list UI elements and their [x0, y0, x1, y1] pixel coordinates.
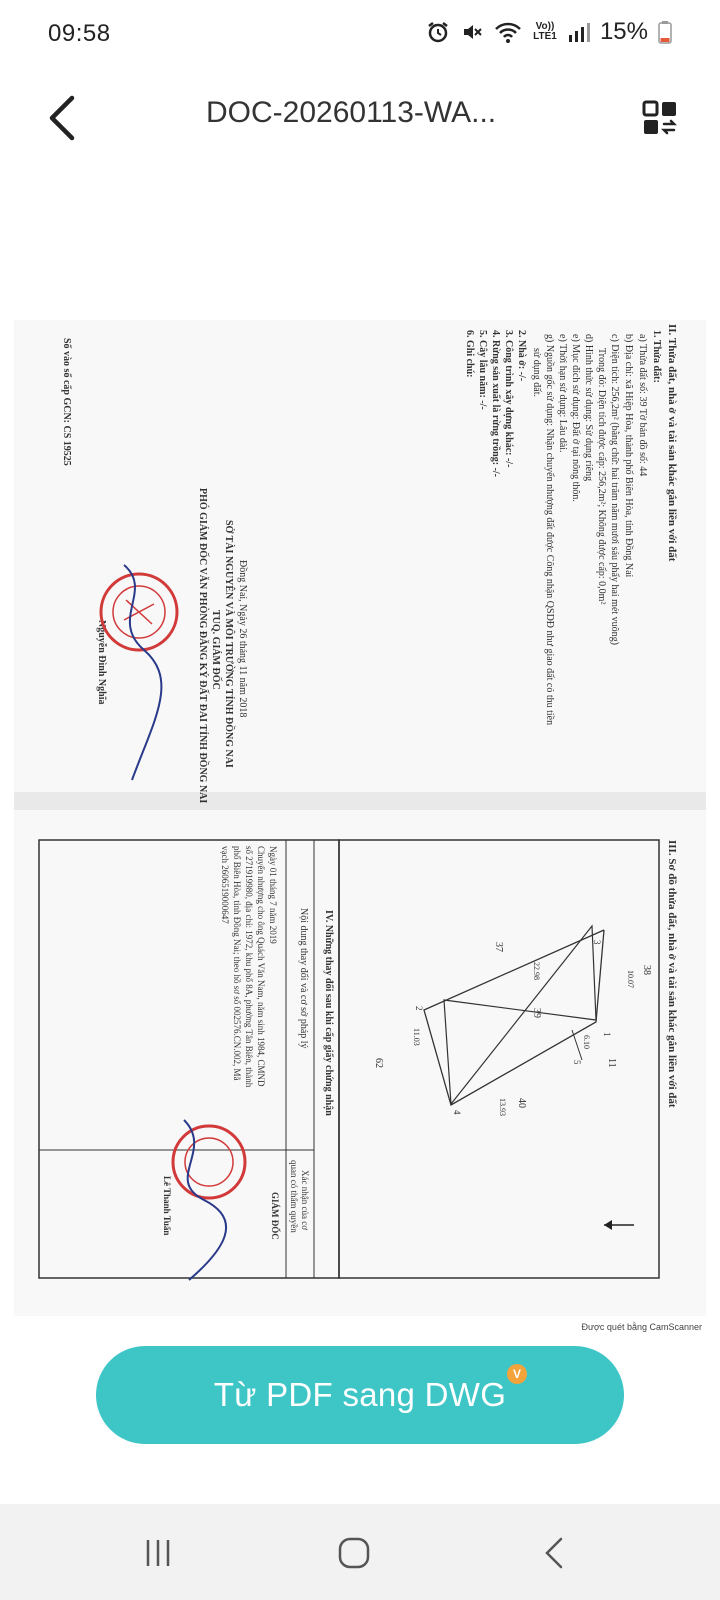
status-icons — [426, 18, 672, 46]
back-arrow-icon — [46, 94, 78, 142]
change-entry-1: Ngày 01 tháng 7 năm 2019 — [268, 846, 278, 944]
signal-icon — [568, 21, 590, 43]
neighbor-62: 62 — [373, 1058, 384, 1068]
volte-label: Vo)) LTE1 — [533, 21, 557, 42]
forest-line: 4. Rừng sản xuất là rừng trồng: -/- — [490, 330, 501, 478]
home-icon — [337, 1536, 371, 1570]
dim-small: 6.10 — [582, 1035, 591, 1049]
neighbor-40: 40 — [516, 1098, 527, 1108]
neighbor-37: 37 — [493, 942, 504, 952]
battery-icon — [658, 20, 672, 44]
convert-icon — [640, 98, 680, 138]
change-entry-3: số 271919980, địa chỉ: 1972, khu phố 8A, phường Tân Biên, thành — [244, 846, 254, 1088]
approver-name: Lê Thanh Tuấn — [162, 1176, 172, 1236]
table-col2-header-b: quan có thẩm quyền — [289, 1160, 299, 1233]
point-4: 4 — [452, 1110, 462, 1115]
issuer-org: SỞ TÀI NGUYÊN VÀ MÔI TRƯỜNG TỈNH ĐỒNG NAI — [223, 520, 234, 768]
home-button[interactable] — [324, 1528, 384, 1578]
convert-button[interactable] — [632, 90, 688, 146]
document-title: DOC-20260113-WA... — [206, 96, 497, 129]
wifi-icon — [494, 20, 522, 44]
house-line: 2. Nhà ở: -/- — [516, 330, 527, 382]
table-col1-header: Nội dung thay đổi và cơ sở pháp lý — [298, 908, 309, 1049]
document-page — [14, 320, 706, 1316]
land-subheading: 1. Thửa đất: — [651, 330, 662, 383]
recents-icon — [143, 1538, 173, 1568]
neighbor-38: 38 — [641, 965, 652, 975]
land-line-c: c) Diện tích: 256,2m² (bằng chữ: hai trăm năm mươi sáu phẩy hai mét vuông) — [609, 334, 620, 645]
change-entry-2: Chuyển nhượng cho ông Quách Văn Nam, năm sinh 1984, CMND — [256, 846, 266, 1087]
mute-icon — [460, 20, 484, 44]
parcel-number: 39 — [531, 1008, 542, 1018]
point-3: 3 — [592, 940, 602, 945]
issuer-tuq: TUQ. GIÁM ĐỐC — [210, 610, 221, 690]
issue-date: Đồng Nai, Ngày 26 tháng 11 năm 2018 — [237, 560, 248, 718]
building-line: 3. Công trình xây dựng khác: -/- — [503, 330, 514, 468]
battery-percent: 15% — [599, 18, 648, 45]
land-line-b: b) Địa chỉ: xã Hiệp Hòa, thành phố Biên Hòa, tỉnh Đồng Nai — [623, 334, 634, 578]
land-line-e: e) Mục đích sử dụng: Đất ở tại nông thôn. — [570, 334, 581, 502]
register-number: Số vào sổ cấp GCN: CS 19525 — [61, 338, 72, 466]
dim-top: 10.07 — [626, 970, 635, 988]
land-line-a: a) Thửa đất số: 39 Tờ bản đồ số: 44 — [637, 334, 648, 477]
section3-heading: III. Sơ đồ thửa đất, nhà ở và tài sản khác gắn liền với đất — [666, 840, 678, 1108]
land-line-g2: sử dụng đất. — [531, 348, 542, 398]
status-bar — [0, 0, 720, 72]
change-entry-5: vạch 2606519000647 — [220, 846, 230, 924]
neighbor-11: 11 — [606, 1058, 617, 1068]
vip-badge: V — [507, 1364, 527, 1384]
recents-button[interactable] — [128, 1528, 188, 1578]
system-nav-bar — [0, 1504, 720, 1600]
land-line-c2: Trong đó: Diện tích được cấp: 256,2m²; Không được cấp: 0,0m² — [596, 348, 607, 605]
table-col2-header-a: Xác nhận của cơ — [300, 1170, 310, 1230]
land-line-g: g) Nguồn gốc sử dụng: Nhận chuyển nhượng đất được Công nhận QSDĐ như giao đất có thu tiền — [544, 334, 555, 726]
scanner-watermark: Được quét bằng CamScanner — [581, 1322, 702, 1332]
app-bar — [0, 72, 720, 168]
section2-heading: II. Thửa đất, nhà ở và tài sản khác gắn liền với đất — [666, 324, 678, 562]
dim-left: 22.98 — [532, 962, 541, 980]
back-button[interactable] — [30, 86, 94, 150]
back-nav-button[interactable] — [524, 1528, 584, 1578]
dim-right: 13.93 — [498, 1098, 507, 1116]
pdf-to-dwg-label: Từ PDF sang DWG — [213, 1376, 507, 1413]
point-5: 5 — [572, 1060, 582, 1065]
dim-bottom: 11.03 — [412, 1028, 421, 1046]
official-stamp — [101, 574, 177, 650]
section4-heading: IV. Những thay đổi sau khi cấp giấy chứng nhận — [323, 910, 334, 1116]
document-viewer[interactable] — [14, 320, 706, 1316]
pdf-to-dwg-button[interactable] — [96, 1346, 624, 1444]
land-line-d: d) Hình thức sử dụng: Sử dụng riêng — [583, 334, 594, 482]
change-entry-4: phố Biên Hòa, tỉnh Đồng Nai; theo hồ sơ số 002576.CN.002, Mã — [232, 846, 242, 1081]
back-nav-icon — [542, 1536, 566, 1570]
tree-line: 5. Cây lâu năm: -/- — [477, 330, 488, 410]
note-line: 6. Ghi chú: — [464, 330, 475, 378]
issuer-title: PHÓ GIÁM ĐỐC VĂN PHÒNG ĐĂNG KÝ ĐẤT ĐAI TỈNH ĐỒNG NAI — [197, 488, 208, 804]
point-2: 2 — [414, 1006, 424, 1011]
signer-name: Nguyễn Đình Nghĩa — [96, 620, 107, 705]
land-line-f: e) Thời hạn sử dụng: Lâu dài. — [557, 334, 568, 453]
alarm-icon — [426, 20, 450, 44]
approver-title: GIÁM ĐỐC — [270, 1192, 280, 1240]
clock: 09:58 — [48, 20, 111, 47]
point-1: 1 — [602, 1032, 612, 1037]
